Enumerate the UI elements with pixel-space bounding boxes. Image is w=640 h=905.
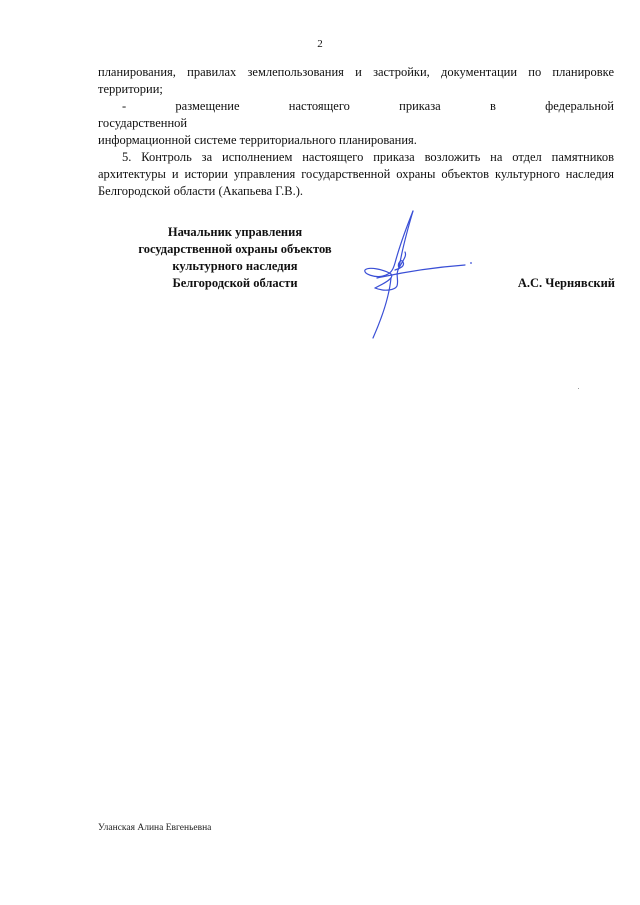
paragraph-line: территории; [98, 82, 163, 96]
paragraph-line: информационной системе территориального планирования. [98, 133, 417, 147]
position-line: культурного наследия [172, 259, 298, 273]
signatory-position [110, 224, 360, 292]
paragraph-control: 5. Контроль за исполнением настоящего приказа возложить на отдел памятников архитектуры и истории управления государственной охраны объектов культурного наследия Белгородской области (Акапьева Г.В.). [98, 150, 614, 198]
position-line: Белгородской области [172, 276, 298, 290]
position-line: государственной охраны объектов [138, 242, 332, 256]
scan-speck [578, 388, 579, 389]
page-number: 2 [317, 38, 323, 50]
paragraph-line: - размещение настоящего приказа в федеральной государственной [98, 99, 614, 130]
executor-name: Уланская Алина Евгеньевна [98, 823, 212, 833]
position-line: Начальник управления [167, 225, 303, 239]
signatory-name: А.С. Чернявский [517, 276, 615, 290]
handwritten-signature [355, 208, 485, 343]
document-body [98, 64, 614, 200]
paragraph-line: планирования, правилах землепользования и застройки, документации по планировке [98, 65, 614, 79]
